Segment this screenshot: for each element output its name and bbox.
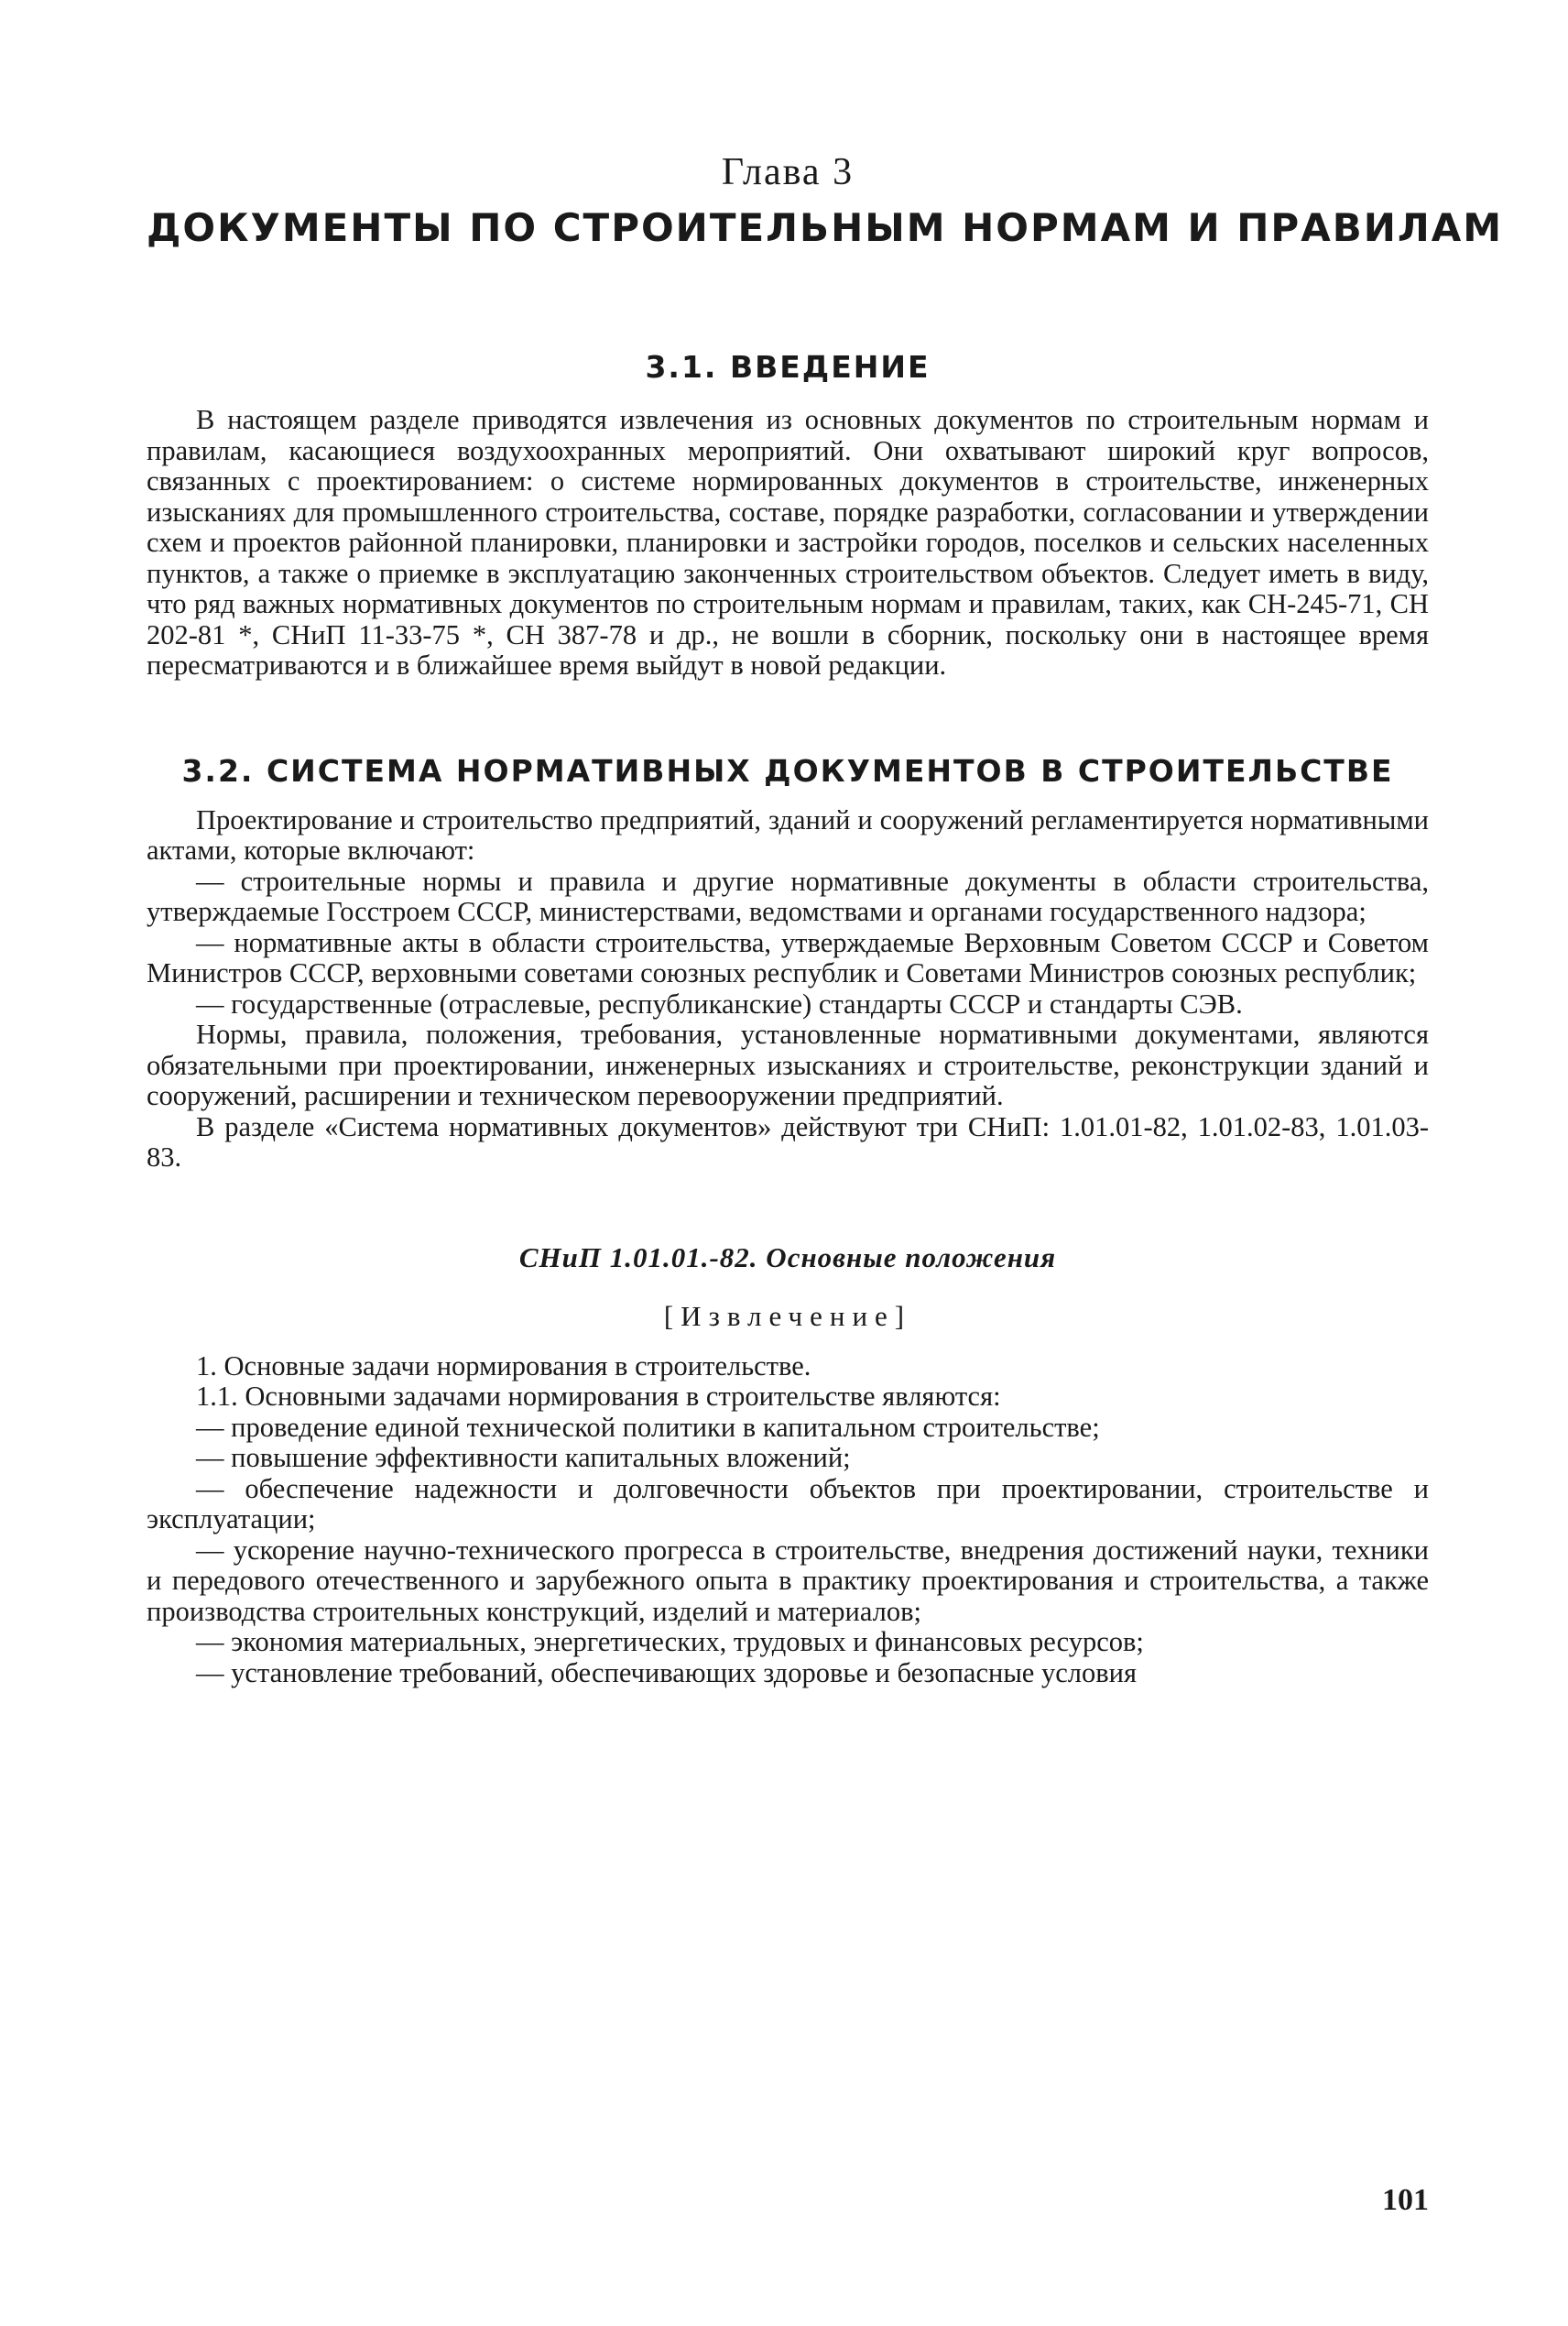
list-item: — проведение единой технической политики в капитальном строительстве; <box>196 1411 1100 1443</box>
list-item: — повышение эффективности капитальных вложений; <box>196 1442 851 1473</box>
list-item: — экономия материальных, энергетических, трудовых и финансовых ресурсов; <box>196 1626 1144 1657</box>
section-heading-intro: 3.1. ВВЕДЕНИЕ <box>645 349 931 385</box>
list-item: — ускорение научно-технического прогресса в строительстве, внедрения достижений науки, техники и передового отечественного и зарубежного опыта в практику проектирования и строительства, а также производства строительных конструкций, изделий и материалов; <box>147 1534 1429 1627</box>
normative-system-body <box>147 805 1429 1174</box>
section-heading-normative-system: 3.2. СИСТЕМА НОРМАТИВНЫХ ДОКУМЕНТОВ В СТРОИТЕЛЬСТВЕ <box>181 752 1394 789</box>
paragraph: В разделе «Система нормативных документов» действуют три СНиП: 1.01.01-82, 1.01.02-83, 1.01.03-83. <box>147 1110 1429 1173</box>
paragraph: Проектирование и строительство предприятий, зданий и сооружений регламентируется нормативными актами, которые включают: <box>147 803 1429 866</box>
paragraph: 1.1. Основными задачами нормирования в строительстве являются: <box>196 1381 1001 1412</box>
chapter-title: ДОКУМЕНТЫ ПО СТРОИТЕЛЬНЫМ НОРМАМ И ПРАВИЛАМ <box>147 205 1504 250</box>
intro-paragraph: В настоящем разделе приводятся извлечения из основных документов по строительным нормам и правилам, касающиеся воздухоохранных мероприятий. Они охватывают широкий круг вопросов, связанных с проектированием: о системе нормированных документов в строительстве, инженерных изысканиях для промышленного строительства, составе, порядке разработки, согласовании и утверждении схем и проектов районной планировки, планировки и застройки городов, поселков и сельских населенных пунктов, а также о приемке в эксплуатацию законченных строительством объектов. Следует иметь в виду, что ряд важных нормативных документов по строительным нормам и правилам, таких, как СН-245-71, СН 202-81 *, СНиП 11-33-75 *, СН 387-78 и др., не вошли в сборник, поскольку они в настоящее время пересматриваются и в ближайшее время выйдут в новой редакции. <box>147 404 1429 681</box>
document-page <box>147 137 1504 2272</box>
list-item: — нормативные акты в области строительства, утверждаемые Верховным Советом СССР и Советом Министров СССР, верховными советами союзных республик и Советами Министров союзных республик; <box>147 926 1429 988</box>
paragraph: Нормы, правила, положения, требования, установленные нормативными документами, являются обязательными при проектировании, инженерных изысканиях и строительстве, реконструкции зданий и сооружений, расширении и техническом перевооружении предприятий. <box>147 1019 1429 1111</box>
snip-document-body <box>147 1351 1429 1689</box>
paragraph: 1. Основные задачи нормирования в строительстве. <box>196 1349 811 1381</box>
list-item: — установление требований, обеспечивающих здоровье и безопасные условия <box>196 1656 1137 1688</box>
extract-label: [Извлечение] <box>663 1299 912 1332</box>
list-item: — обеспечение надежности и долговечности объектов при проектировании, строительстве и эксплуатации; <box>147 1472 1429 1534</box>
list-item: — строительные нормы и правила и другие нормативные документы в области строительства, утверждаемые Госстроем СССР, министерствами, ведомствами и органами государственного надзора; <box>147 865 1429 927</box>
snip-document-title: СНиП 1.01.01.-82. Основные положения <box>518 1240 1057 1273</box>
chapter-label: Глава 3 <box>721 151 855 193</box>
page-number: 101 <box>1382 2183 1429 2217</box>
list-item: — государственные (отраслевые, республиканские) стандарты СССР и стандарты СЭВ. <box>196 988 1243 1020</box>
